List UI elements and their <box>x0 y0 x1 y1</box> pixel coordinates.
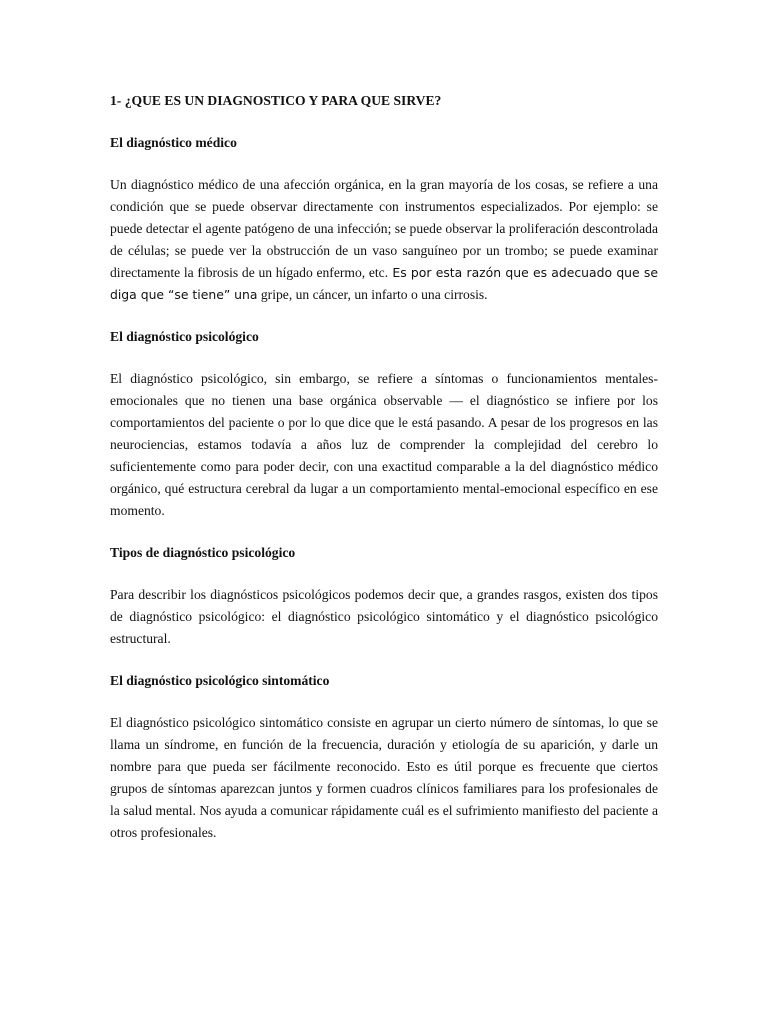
section-heading-medico: El diagnóstico médico <box>110 135 237 150</box>
section-heading-tipos: Tipos de diagnóstico psicológico <box>110 545 296 560</box>
document-page <box>110 90 658 864</box>
section-heading-psicologico: El diagnóstico psicológico <box>110 329 259 344</box>
section-heading-sintomatico: El diagnóstico psicológico sintomático <box>110 673 330 688</box>
section-paragraph-sintomatico: El diagnóstico psicológico sintomático consiste en agrupar un cierto número de síntomas, lo que se llama un síndrome, en función de la frecuencia, duración y etiología de su aparición, y darle un nombre para que pueda ser fácilmente reconocido. Esto es útil porque es frecuente que ciertos grupos de síntomas aparezcan juntos y formen cuadros clínicos familiares para los profesionales de la salud mental. Nos ayuda a comunicar rápidamente cuál es el sufrimiento manifiesto del paciente a otros profesionales. <box>110 715 658 840</box>
paragraph-medico-part-c: gripe, un cáncer, un infarto o una cirrosis. <box>257 287 488 302</box>
paragraph-medico-part-b: Es por esta razón que es adecuado que se diga que “se tiene” una <box>110 265 658 302</box>
paragraph-medico-part-a: Un diagnóstico médico de una afección orgánica, en la gran mayoría de los cosas, se refiere a una condición que se puede observar directamente con instrumentos especializados. Por ejemplo: se puede detectar el agente patógeno de una infección; se puede observar la proliferación descontrolada de células; se puede ver la obstrucción de un vaso sanguíneo por un trombo; se puede examinar directamente la fibrosis de un hígado enfermo, etc. <box>110 177 658 280</box>
section-paragraph-tipos: Para describir los diagnósticos psicológicos podemos decir que, a grandes rasgos, existen dos tipos de diagnóstico psicológico: el diagnóstico psicológico sintomático y el diagnóstico psicológico estructural. <box>110 587 658 646</box>
section-paragraph-psicologico: El diagnóstico psicológico, sin embargo, se refiere a síntomas o funcionamientos mentales-emocionales que no tienen una base orgánica observable — el diagnóstico se infiere por los comportamientos del paciente o por lo que dice que le está pasando. A pesar de los progresos en las neurociencias, estamos todavía a años luz de comprender la complejidad del cerebro lo suficientemente como para poder decir, con una exactitud comparable a la del diagnóstico médico orgánico, qué estructura cerebral da lugar a un comportamiento mental-emocional específico en ese momento. <box>110 371 658 518</box>
document-title: 1- ¿QUE ES UN DIAGNOSTICO Y PARA QUE SIRVE? <box>110 93 442 108</box>
section-paragraph-medico <box>110 174 658 306</box>
